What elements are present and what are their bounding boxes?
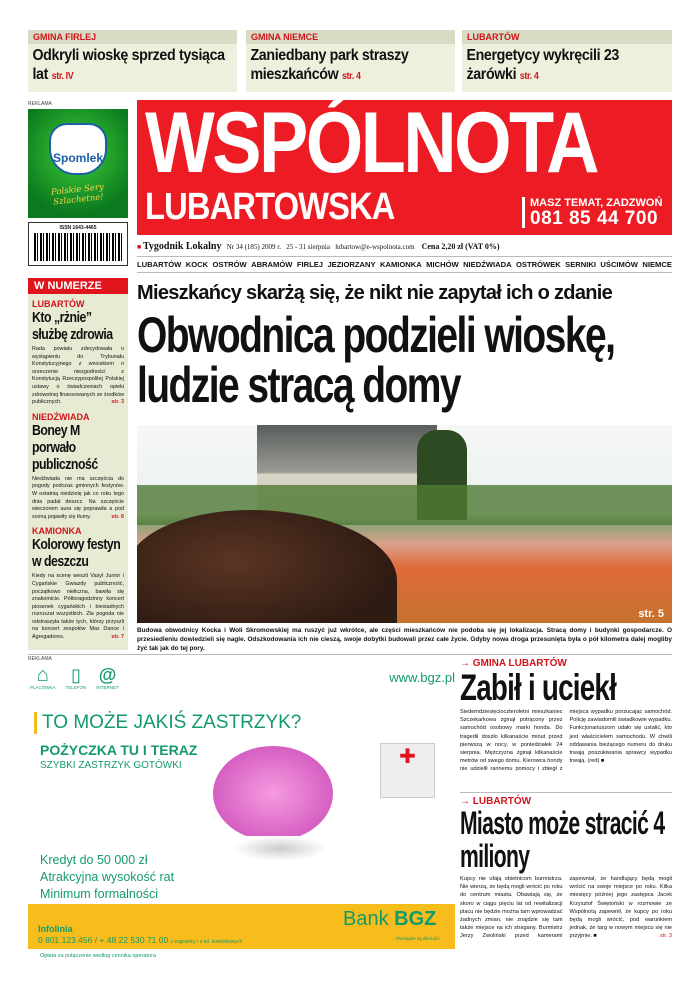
spomlek-ad[interactable]: [28, 109, 128, 218]
in-this-issue-sidebar: [28, 278, 128, 650]
item-headline: Kto „rżnie” służbę zdrowia: [32, 309, 113, 343]
item-section: KAMIONKA: [32, 526, 82, 537]
item-headline: Kolorowy festyn w deszczu: [32, 536, 121, 571]
masthead-subtitle: LUBARTOWSKA: [145, 186, 395, 228]
teaser-section: LUBARTÓW: [462, 30, 672, 44]
phone-icon: ▯ TELEFON: [65, 665, 87, 690]
barcode: ISSN 1643-4465: [28, 222, 128, 266]
logo-icon: ■: [137, 243, 142, 251]
ad-footer: Infolinia 0 801 123 456 / + 48 22 530 71 00 z zagranicy i z tel. komórkowych Bank BGZ Pieniądze są dla ludzi: [28, 904, 455, 949]
masthead-title: WSPÓLNOTA: [145, 95, 597, 191]
sidebar-item[interactable]: [32, 526, 124, 641]
town-link[interactable]: LUBARTÓW: [137, 260, 182, 269]
sidebar-item[interactable]: [32, 299, 124, 407]
spomlek-logo: Spomlek: [49, 123, 107, 175]
teaser-2[interactable]: [246, 30, 455, 92]
town-link[interactable]: KOCK: [185, 260, 209, 269]
dirt-pile: [137, 510, 397, 623]
house-icon: ⌂ PLACÓWKA: [30, 664, 56, 690]
phone-box[interactable]: MASZ TEMAT, ZADZWOŃ 081 85 44 700: [522, 197, 662, 228]
town-link[interactable]: SERNIKI: [565, 260, 596, 269]
main-headline[interactable]: Obwodnica podzieli wioskę, ludzie stracą domy: [137, 307, 615, 413]
teaser-headline: Zaniedbany park straszy mieszkańców str. 4: [250, 47, 409, 83]
item-text: Rada powiatu zdecydowała o wystąpieniu do Trybunału Konstytucyjnego z wnioskiem o orzeczenie niezgodności z Konstytucją Rzeczypospolitej Polskiej ustawy o świadczeniach opieki zdrowotnej finansowanych ze środków publicznych. str. 3: [32, 346, 124, 406]
sidebar-header: W NUMERZE: [28, 278, 128, 294]
spomlek-slogan: Polskie Sery Szlachetne!: [50, 182, 105, 208]
article-zabil[interactable]: → GMINA LUBARTÓW Zabił i uciekł Siedemdziesięcioczteroletni mieszkaniec Szczekarkowa zginął potrącony przez samochód osobowy marki honda. Do tragedii doszło kilkanaście minut przed pierwszą w nocy, w poniedziałek 24 sierpnia. Mężczyzna zginął kilkanaście metrów od swego domu. Kierowca hondy nie udzielił rannemu pomocy i zbiegł z miejsca wypadku porzucając samochód. Policję zawiadomili świadkowie wypadku. Funkcjonariuszom udało się ustalić, kto jest właścicielem samochodu. W chwili oddawania bieżącego numeru do druku trwają poszukiwania sprawcy wypadku trwają. (red) ■: [460, 658, 672, 773]
info-line: ■ Tygodnik Lokalny Nr 34 (185) 2009 r. 25 - 31 sierpnia lubartow@e-wspolnota.com Cena 2,20 zł (VAT 0%): [137, 241, 500, 252]
photo-caption: Budowa obwodnicy Kocka i Woli Skromowskiej ma ruszyć już wkrótce, ale części mieszkańców nie podoba się jej lokalizacja. Stracą domy i budynki gospodarcze. O przesiedleniu dowiedzieli się nagle. Odszkodowania ich nie cieszą, swoje dobytki budowali przez całe życie. Gdyby nowa droga przesunięta była o pół kilometra dalej mogliby żyć tak jak do tej pory.: [137, 627, 672, 652]
town-link[interactable]: NIEDŹWIADA: [463, 260, 512, 269]
town-link[interactable]: NIEMCE: [642, 260, 672, 269]
piggy-bank-image: [213, 746, 333, 841]
town-link[interactable]: OSTRÓWEK: [516, 260, 561, 269]
town-link[interactable]: MICHÓW: [426, 260, 459, 269]
teaser-1[interactable]: [28, 30, 237, 92]
town-link[interactable]: ABRAMÓW: [251, 260, 293, 269]
teaser-section: GMINA FIRLEJ: [28, 30, 237, 44]
bgz-logo: Bank BGZ: [343, 908, 437, 930]
town-link[interactable]: JEZIORZANY: [327, 260, 376, 269]
teaser-3[interactable]: [462, 30, 672, 92]
teaser-section: GMINA NIEMCE: [246, 30, 455, 44]
item-text: Kiedy na scenę weszli Vasyl Junior i Cygańskie Gwiazdy publiczność, początkowo nieliczna, bawiła się znakomicie. Półtoragodzinny koncert piosenek cygańskich i biesiadnych rozruszał wszystkich. Zła pogoda nie odstraszyła także tych, którzy przyszli na koncert zespołów Max Dance i Agregadores. str. 7: [32, 573, 124, 641]
bgz-url: www.bgz.pl: [389, 670, 455, 685]
main-photo: [137, 425, 672, 623]
sidebar-item[interactable]: [32, 412, 124, 522]
masthead: [137, 95, 672, 235]
item-section: LUBARTÓW: [32, 299, 85, 309]
teaser-headline: Energetycy wykręcili 23 żarówki str. 4: [466, 47, 619, 83]
photo-page-ref: str. 5: [638, 608, 664, 620]
item-section: NIEDŹWIADA: [32, 411, 90, 422]
town-link[interactable]: UŚCIMÓW: [600, 260, 638, 269]
at-icon: @ INTERNET: [96, 665, 119, 690]
towns-nav: [137, 256, 672, 273]
item-headline: Boney M porwało publiczność: [32, 421, 98, 473]
teaser-headline: Odkryli wioskę sprzed tysiąca lat str. IV: [32, 47, 225, 83]
first-aid-kit-image: ✚: [380, 743, 435, 798]
town-link[interactable]: FIRLEJ: [296, 260, 324, 269]
channel-icons: [30, 665, 119, 690]
article-miasto[interactable]: → LUBARTÓW Miasto może stracić 4 miliony Kupcy nie ufają obietnicom burmistrza. Nie wierzą, że będą mogli wrócić po roku do centrum miasta. Obawiają się, że skoro w ciągu pięciu lat od rewitalizacji placu nie będzie można tam wprowadzać żadnych zmian, nie znajdzie się tam także miejsce na ich stragany. Burmistrz Jerzy Zwoliński przed kamerami zapewniał, że handlujący będą mogli wrócić na swoje miejsce po roku. Kilka miesięcy później jego zastępca Jacek Krzysztof Świętoński w rozmowie ze Wspólnotą zapewnił, że kupcy po roku będą mogli wrócić, pod warunkiem jednak, że targ w nowym miejscu się nie przyjmie. ■ str. 3: [460, 796, 672, 940]
kicker: Mieszkańcy skarżą się, że nikt nie zapytał ich o zdanie: [137, 282, 613, 304]
town-link[interactable]: OSTRÓW: [212, 260, 247, 269]
ad-label: REKLAMA: [28, 101, 52, 107]
bgz-ad[interactable]: REKLAMA ⌂ PLACÓWKA ▯ TELEFON @ INTERNET www.bgz.pl TO MOŻE JAKIŚ ZASTRZYK? POŻYCZKA TU I TERAZ SZYBKI ZASTRZYK GOTÓWKI ✚ Kredyt do 50 000 zł Atrakcyjna wysokość rat Minimum formalności Infolinia 0 801 123 456 / + 48 22 530 71 00 z zagranicy i z tel. komórkowych Bank BGZ Pieniądze są dla ludzi Opłata za połączenie według cennika operatora: [28, 656, 455, 959]
town-link[interactable]: KAMIONKA: [379, 260, 422, 269]
item-text: Niedźwiada nie ma szczęścia do pogody podczas gminnych festynów. W ostatnią niedzielę jak co roku tego dnia padał deszcz. Na szczęście wieczorem aura się poprawiła a pod sceną pojawiły się tłumy. str. 6: [32, 475, 124, 520]
